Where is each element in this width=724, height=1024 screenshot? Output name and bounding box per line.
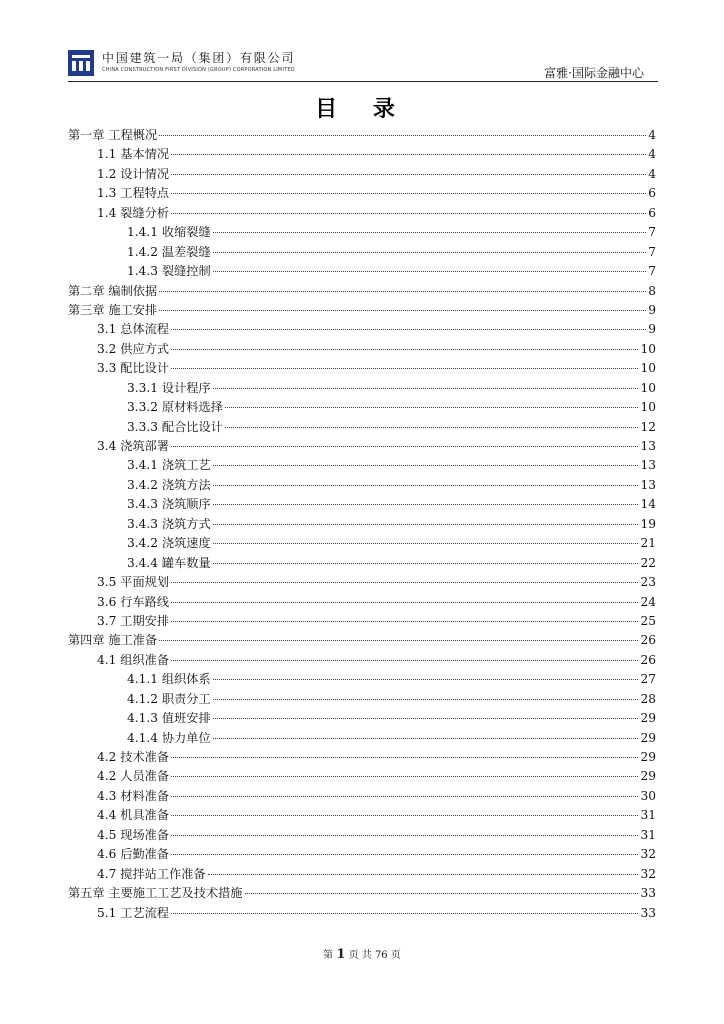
toc-entry[interactable]	[68, 418, 656, 437]
toc-entry[interactable]	[68, 204, 656, 223]
toc-entry-page: 10	[640, 400, 656, 415]
toc-entry-label: 1.4.2 温差裂缝	[127, 244, 211, 259]
cscec-logo-icon	[68, 50, 94, 76]
toc-entry-page: 12	[640, 419, 656, 434]
toc-entry-page: 7	[648, 244, 656, 259]
table-of-contents	[68, 126, 656, 923]
toc-dot-leader	[213, 465, 639, 466]
toc-entry-page: 29	[640, 769, 656, 784]
toc-entry-label: 3.7 工期安排	[97, 613, 170, 628]
logo-mark	[70, 52, 92, 74]
toc-entry-page: 32	[640, 866, 656, 881]
toc-entry-page: 4	[648, 166, 656, 181]
toc-entry-label: 第一章 工程概况	[68, 128, 158, 142]
toc-entry[interactable]	[68, 243, 656, 262]
toc-entry-page: 7	[648, 264, 656, 279]
toc-entry[interactable]	[68, 262, 656, 281]
toc-dot-leader	[213, 271, 647, 272]
toc-entry[interactable]	[68, 651, 656, 670]
footer-middle: 页 共	[348, 950, 372, 961]
toc-entry[interactable]	[68, 301, 656, 320]
toc-dot-leader	[213, 388, 639, 389]
page-title: 目 录	[315, 96, 409, 122]
toc-entry-page: 10	[640, 361, 656, 376]
toc-entry-page: 33	[640, 886, 656, 901]
toc-entry[interactable]	[68, 126, 656, 145]
toc-entry-label: 3.3.1 设计程序	[127, 380, 211, 395]
toc-entry[interactable]	[68, 748, 656, 767]
toc-dot-leader	[213, 232, 647, 233]
toc-dot-leader	[159, 291, 646, 292]
toc-entry-page: 6	[648, 186, 656, 201]
toc-entry-label: 1.4.1 收缩裂缝	[127, 225, 211, 240]
company-block	[102, 51, 295, 74]
toc-dot-leader	[171, 349, 638, 350]
toc-entry-page: 4	[648, 128, 656, 142]
toc-entry-page: 26	[640, 652, 656, 667]
toc-entry[interactable]	[68, 709, 656, 728]
toc-entry-page: 4	[648, 147, 656, 162]
toc-entry-page: 21	[640, 536, 656, 551]
toc-entry-page: 33	[640, 905, 656, 920]
toc-entry-label: 4.1 组织准备	[97, 652, 170, 667]
toc-entry-label: 3.2 供应方式	[97, 341, 170, 356]
toc-entry[interactable]	[68, 593, 656, 612]
toc-entry-label: 5.1 工艺流程	[97, 905, 170, 920]
toc-dot-leader	[171, 854, 638, 855]
toc-entry-label: 4.2 人员准备	[97, 769, 170, 784]
company-name-en: CHINA CONSTRUCTION FIRST DIVISION (GROUP) CORPORATION LIMITED	[102, 67, 295, 73]
toc-dot-leader	[213, 252, 647, 253]
company-name-cn: 中国建筑一局（集团）有限公司	[102, 51, 296, 65]
toc-dot-leader	[171, 602, 638, 603]
toc-entry-label: 4.4 机具准备	[97, 808, 170, 823]
toc-entry[interactable]	[68, 670, 656, 689]
toc-dot-leader	[213, 504, 639, 505]
toc-entry-page: 22	[640, 555, 656, 570]
toc-entry-page: 24	[640, 594, 656, 609]
toc-entry[interactable]	[68, 612, 656, 631]
toc-entry-label: 3.3.2 原材料选择	[127, 400, 223, 415]
toc-entry-label: 第二章 编制依据	[68, 283, 158, 298]
toc-dot-leader	[171, 368, 638, 369]
footer-prefix: 第	[323, 950, 334, 961]
toc-dot-leader	[171, 776, 638, 777]
toc-entry-label: 4.1.2 职责分工	[127, 691, 211, 706]
toc-dot-leader	[171, 621, 638, 622]
toc-entry-page: 26	[640, 633, 656, 648]
toc-entry-label: 3.5 平面规划	[97, 575, 170, 590]
toc-entry-page: 32	[640, 847, 656, 862]
toc-entry[interactable]	[68, 904, 656, 923]
toc-entry[interactable]	[68, 282, 656, 301]
toc-entry-label: 1.4 裂缝分析	[97, 205, 170, 220]
toc-entry-label: 1.1 基本情况	[97, 147, 170, 162]
toc-dot-leader	[225, 427, 639, 428]
toc-entry-label: 第四章 施工准备	[68, 633, 158, 648]
toc-entry[interactable]	[68, 806, 656, 825]
toc-entry-label: 3.4.3 浇筑顺序	[127, 497, 211, 512]
toc-entry-label: 3.4 浇筑部署	[97, 439, 170, 453]
project-name: 富雅·国际金融中心	[544, 66, 644, 80]
toc-dot-leader	[171, 174, 646, 175]
toc-entry-label: 第三章 施工安排	[68, 302, 158, 317]
toc-entry[interactable]	[68, 554, 656, 573]
toc-entry[interactable]	[68, 437, 656, 456]
toc-entry[interactable]	[68, 631, 656, 650]
footer-suffix: 页	[390, 950, 401, 961]
toc-dot-leader	[159, 640, 638, 641]
toc-entry[interactable]	[68, 165, 656, 184]
toc-entry-label: 4.6 后勤准备	[97, 847, 170, 862]
toc-entry-label: 3.3 配比设计	[97, 361, 170, 376]
toc-entry-page: 29	[640, 730, 656, 745]
toc-entry-page: 29	[640, 750, 656, 764]
toc-entry-label: 3.4.1 浇筑工艺	[127, 458, 211, 473]
toc-entry[interactable]	[68, 573, 656, 592]
toc-dot-leader	[171, 815, 638, 816]
toc-entry-label: 3.1 总体流程	[97, 322, 170, 337]
toc-entry[interactable]	[68, 379, 656, 398]
toc-entry-page: 13	[640, 458, 656, 473]
toc-dot-leader	[213, 485, 639, 486]
toc-entry-label: 3.3.3 配合比设计	[127, 419, 223, 434]
toc-dot-leader	[213, 679, 639, 680]
page-footer	[0, 946, 724, 962]
toc-dot-leader	[225, 407, 639, 408]
toc-entry[interactable]	[68, 884, 656, 903]
toc-entry-page: 9	[648, 302, 656, 317]
toc-entry[interactable]	[68, 145, 656, 164]
toc-dot-leader	[171, 213, 646, 214]
toc-entry[interactable]	[68, 476, 656, 495]
toc-dot-leader	[213, 699, 639, 700]
toc-dot-leader	[171, 446, 638, 447]
toc-dot-leader	[208, 874, 639, 875]
toc-entry-label: 3.4.3 浇筑方式	[127, 516, 211, 531]
toc-entry[interactable]	[68, 359, 656, 378]
toc-entry-label: 3.4.2 浇筑速度	[127, 536, 211, 551]
toc-entry-page: 7	[648, 225, 656, 240]
toc-entry[interactable]	[68, 845, 656, 864]
toc-entry[interactable]	[68, 320, 656, 339]
toc-entry-label: 4.3 材料准备	[97, 788, 170, 803]
toc-dot-leader	[171, 913, 638, 914]
toc-entry-page: 9	[648, 322, 656, 337]
toc-entry-label: 4.1.3 值班安排	[127, 711, 211, 726]
toc-entry-page: 19	[640, 516, 656, 531]
toc-entry-label: 1.2 设计情况	[97, 166, 170, 181]
toc-dot-leader	[171, 835, 638, 836]
toc-entry-page: 8	[648, 283, 656, 298]
toc-entry-label: 1.3 工程特点	[97, 186, 170, 201]
toc-dot-leader	[213, 738, 639, 739]
toc-entry[interactable]	[68, 767, 656, 786]
toc-dot-leader	[171, 582, 638, 583]
toc-dot-leader	[213, 543, 639, 544]
toc-dot-leader	[171, 660, 638, 661]
toc-dot-leader	[213, 524, 639, 525]
toc-dot-leader	[171, 796, 638, 797]
toc-dot-leader	[159, 310, 646, 311]
toc-entry-label: 3.4.2 浇筑方法	[127, 477, 211, 492]
toc-entry-page: 31	[640, 808, 656, 823]
toc-entry[interactable]	[68, 495, 656, 514]
toc-entry-page: 13	[640, 439, 656, 453]
toc-entry-page: 28	[640, 691, 656, 706]
toc-entry-label: 3.6 行车路线	[97, 594, 170, 609]
toc-entry[interactable]	[68, 340, 656, 359]
toc-dot-leader	[171, 193, 646, 194]
toc-entry[interactable]	[68, 223, 656, 242]
toc-dot-leader	[213, 718, 639, 719]
toc-entry-label: 4.1.1 组织体系	[127, 672, 211, 687]
toc-entry[interactable]	[68, 787, 656, 806]
toc-entry-page: 14	[640, 497, 656, 512]
toc-dot-leader	[213, 563, 639, 564]
toc-entry[interactable]	[68, 826, 656, 845]
toc-entry-page: 13	[640, 477, 656, 492]
toc-dot-leader	[171, 757, 638, 758]
page-header	[68, 50, 658, 82]
toc-entry-label: 3.4.4 罐车数量	[127, 555, 211, 570]
toc-dot-leader	[159, 135, 646, 136]
toc-entry[interactable]	[68, 534, 656, 553]
toc-entry-page: 10	[640, 380, 656, 395]
toc-entry-page: 29	[640, 711, 656, 726]
toc-entry-page: 10	[640, 341, 656, 356]
toc-dot-leader	[171, 329, 646, 330]
toc-entry-label: 4.7 搅拌站工作准备	[97, 866, 206, 881]
toc-entry[interactable]	[68, 456, 656, 475]
toc-entry-label: 4.5 现场准备	[97, 827, 170, 842]
toc-dot-leader	[171, 154, 646, 155]
toc-entry[interactable]	[68, 729, 656, 748]
total-pages-number: 76	[374, 950, 388, 961]
toc-entry[interactable]	[68, 865, 656, 884]
toc-dot-leader	[245, 893, 639, 894]
toc-entry[interactable]	[68, 515, 656, 534]
toc-entry-label: 第五章 主要施工工艺及技术措施	[68, 886, 243, 901]
toc-entry-label: 4.2 技术准备	[97, 750, 170, 764]
toc-entry[interactable]	[68, 398, 656, 417]
toc-entry-page: 6	[648, 205, 656, 220]
toc-entry-page: 23	[640, 575, 656, 590]
toc-entry-page: 25	[640, 613, 656, 628]
toc-entry[interactable]	[68, 690, 656, 709]
current-page-number: 1	[336, 947, 346, 962]
toc-entry-label: 4.1.4 协力单位	[127, 730, 211, 745]
toc-entry-page: 31	[640, 827, 656, 842]
toc-entry-label: 1.4.3 裂缝控制	[127, 264, 211, 279]
toc-entry-page: 30	[640, 788, 656, 803]
toc-entry[interactable]	[68, 184, 656, 203]
toc-entry-page: 27	[640, 672, 656, 687]
